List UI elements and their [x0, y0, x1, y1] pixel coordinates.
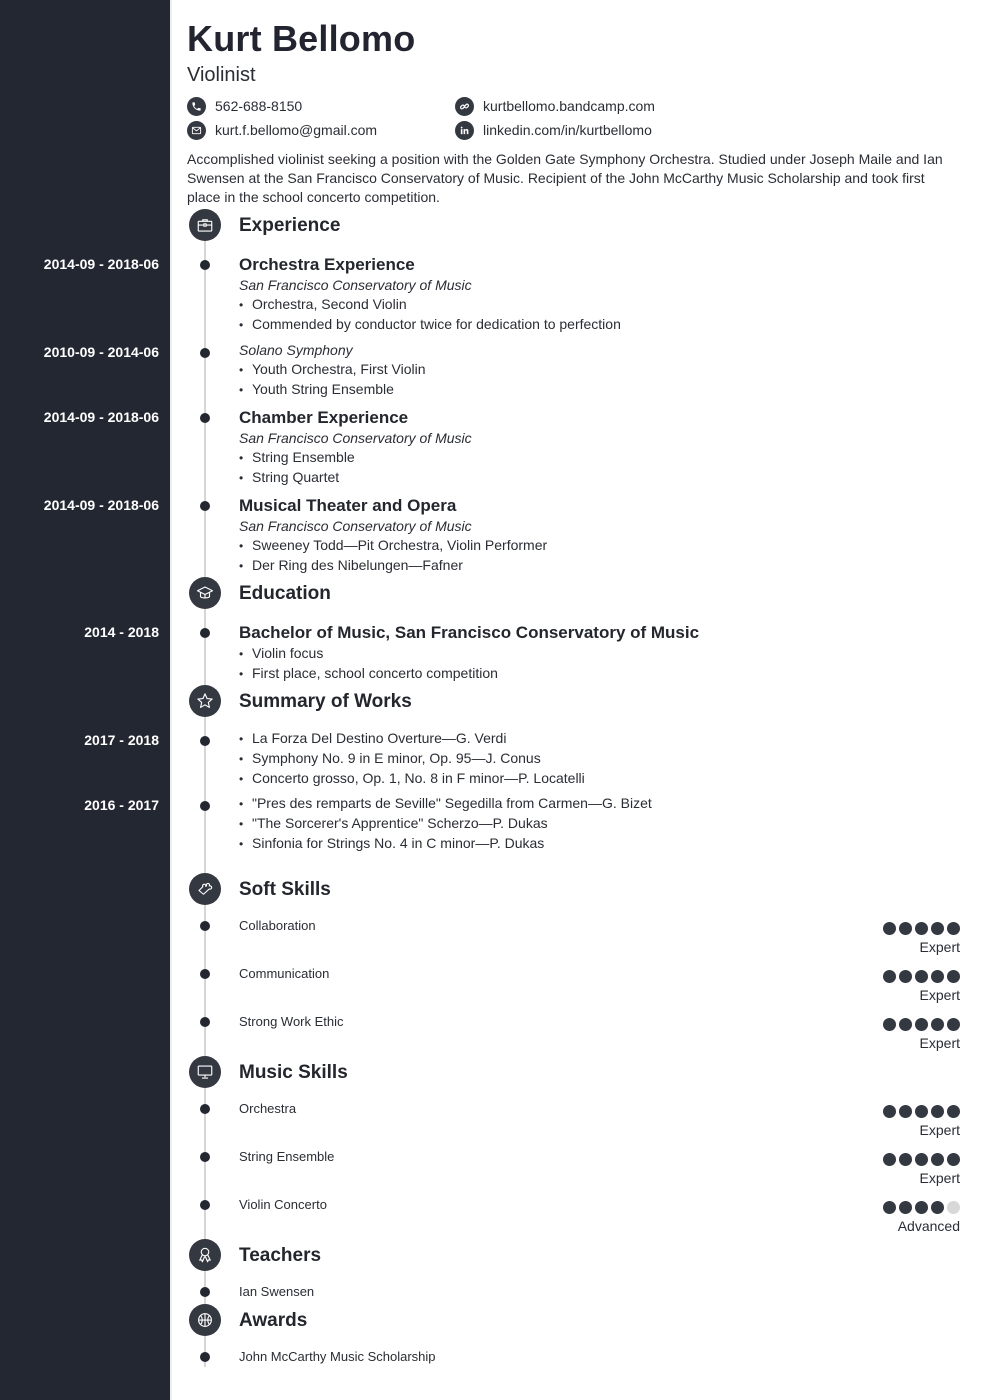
entry-date: 2014 - 2018: [84, 624, 159, 640]
rating-dot-empty: [947, 1201, 960, 1214]
bullet-item: • "Pres des remparts de Seville" Segedilla from Carmen—G. Bizet: [239, 794, 652, 814]
entry-bullets: [239, 360, 426, 400]
timeline-dot: [200, 1017, 210, 1027]
bullet-item: • Symphony No. 9 in E minor, Op. 95—J. Conus: [239, 749, 585, 769]
timeline-dot: [200, 1352, 210, 1362]
section-title-music-skills: Music Skills: [239, 1062, 348, 1083]
timeline-dot: [200, 628, 210, 638]
entry-bullets: [239, 729, 585, 789]
rating-dot-filled: [883, 1018, 896, 1031]
entry-title: Musical Theater and Opera: [239, 496, 457, 515]
page-edge: [170, 0, 172, 1400]
entry-bullets: [239, 295, 621, 335]
left-sidebar: [0, 0, 170, 1400]
rating-dot-filled: [899, 970, 912, 983]
rating-dot-filled: [883, 970, 896, 983]
timeline-dot: [200, 801, 210, 811]
rating-dot-filled: [931, 970, 944, 983]
rating-dot-filled: [947, 1105, 960, 1118]
timeline-dot: [200, 1200, 210, 1210]
rating-dot-filled: [883, 1105, 896, 1118]
bullet-item: • String Ensemble: [239, 448, 355, 468]
contact-linkedin: [455, 121, 652, 139]
skill-name: Orchestra: [239, 1101, 297, 1116]
bullet-item: • Commended by conductor twice for dedication to perfection: [239, 315, 621, 335]
medal-icon: [189, 1239, 221, 1271]
teacher-item: Ian Swensen: [239, 1284, 315, 1299]
rating-dot-filled: [947, 922, 960, 935]
linkedin-icon: [455, 121, 474, 140]
phone-text: 562-688-8150: [215, 98, 303, 114]
entry-bullets: [239, 644, 498, 684]
entry-date: 2014-09 - 2018-06: [43, 409, 159, 425]
entry-date: 2017 - 2018: [84, 732, 159, 748]
rating-dot-filled: [899, 1201, 912, 1214]
skill-name: Collaboration: [239, 918, 316, 933]
entry-bullets: [239, 794, 652, 854]
entry-date: 2010-09 - 2014-06: [43, 344, 159, 360]
rating-dot-filled: [899, 1105, 912, 1118]
bullet-item: • Concerto grosso, Op. 1, No. 8 in F minor—P. Locatelli: [239, 769, 585, 789]
skill-name: Violin Concerto: [239, 1197, 327, 1212]
section-title-soft-skills: Soft Skills: [239, 879, 331, 900]
award-item: John McCarthy Music Scholarship: [239, 1349, 436, 1364]
entry-date: 2016 - 2017: [84, 797, 159, 813]
rating-dot-filled: [883, 1201, 896, 1214]
timeline-dot: [200, 1287, 210, 1297]
entry-title: Bachelor of Music, San Francisco Conservatory of Music: [239, 623, 700, 642]
monitor-icon: [189, 1056, 221, 1088]
phone-icon: [187, 97, 206, 116]
bullet-item: • Youth Orchestra, First Violin: [239, 360, 426, 380]
rating-dot-filled: [947, 1153, 960, 1166]
timeline-dot: [200, 1104, 210, 1114]
candidate-name: Kurt Bellomo: [187, 18, 416, 59]
skill-level: Expert: [919, 1170, 960, 1186]
section-title-teachers: Teachers: [239, 1245, 322, 1266]
section-title-works: Summary of Works: [239, 691, 412, 712]
bullet-item: • "The Sorcerer's Apprentice" Scherzo—P. Dukas: [239, 814, 652, 834]
timeline-dot: [200, 260, 210, 270]
rating-dot-filled: [883, 922, 896, 935]
timeline-dot: [200, 413, 210, 423]
entry-organization: San Francisco Conservatory of Music: [239, 277, 472, 293]
timeline-dot: [200, 969, 210, 979]
awards-timeline: [204, 1335, 206, 1367]
contact-email: [187, 121, 377, 139]
briefcase-icon: [189, 209, 221, 241]
rating-dot-filled: [899, 1153, 912, 1166]
linkedin-text[interactable]: linkedin.com/in/kurtbellomo: [483, 122, 652, 138]
website-text[interactable]: kurtbellomo.bandcamp.com: [483, 98, 655, 114]
contact-website: [455, 97, 655, 115]
timeline-dot: [200, 501, 210, 511]
email-text[interactable]: kurt.f.bellomo@gmail.com: [215, 122, 378, 138]
bullet-item: • String Quartet: [239, 468, 355, 488]
rating-dot-filled: [883, 1153, 896, 1166]
skill-level: Expert: [919, 1035, 960, 1051]
skill-name: Strong Work Ethic: [239, 1014, 344, 1029]
bullet-item: • Der Ring des Nibelungen—Fafner: [239, 556, 547, 576]
rating-dot-filled: [899, 1018, 912, 1031]
rating-dot-filled: [915, 970, 928, 983]
entry-date: 2014-09 - 2018-06: [43, 497, 159, 513]
section-title-awards: Awards: [239, 1310, 308, 1331]
skill-rating: [883, 1105, 960, 1118]
rating-dot-filled: [915, 1105, 928, 1118]
skill-rating: [883, 922, 960, 935]
rating-dot-filled: [931, 1105, 944, 1118]
rating-dot-filled: [931, 1153, 944, 1166]
rating-dot-filled: [947, 970, 960, 983]
profile-summary: Accomplished violinist seeking a position with the Golden Gate Symphony Orchestra. Studied under Joseph Maile and Ian Swensen at the San Francisco Conservatory of Music. Recipient of the John McCarthy Music Scholarship and took first place in the school concerto competition.: [187, 151, 943, 205]
skill-level: Expert: [919, 1122, 960, 1138]
skill-level: Expert: [919, 939, 960, 955]
rating-dot-filled: [915, 1201, 928, 1214]
rating-dot-filled: [931, 922, 944, 935]
entry-date: 2014-09 - 2018-06: [43, 256, 159, 272]
skill-name: Communication: [239, 966, 330, 981]
timeline-dot: [200, 736, 210, 746]
section-title-experience: Experience: [239, 215, 341, 236]
entry-bullets: [239, 536, 547, 576]
timeline-dot: [200, 1152, 210, 1162]
entry-organization: San Francisco Conservatory of Music: [239, 518, 472, 534]
basketball-icon: [189, 1304, 221, 1336]
candidate-role: Violinist: [187, 64, 256, 86]
rating-dot-filled: [899, 922, 912, 935]
email-icon: [187, 121, 206, 140]
rating-dot-filled: [931, 1201, 944, 1214]
timeline-dot: [200, 348, 210, 358]
skill-rating: [883, 1018, 960, 1031]
section-title-education: Education: [239, 583, 331, 604]
link-icon: [455, 97, 474, 116]
rating-dot-filled: [915, 1018, 928, 1031]
bullet-item: • La Forza Del Destino Overture—G. Verdi: [239, 729, 585, 749]
bullet-item: • Sweeney Todd—Pit Orchestra, Violin Performer: [239, 536, 547, 556]
bullet-item: • Orchestra, Second Violin: [239, 295, 621, 315]
rating-dot-filled: [915, 1153, 928, 1166]
star-icon: [189, 685, 221, 717]
skill-rating: [883, 1201, 960, 1214]
rating-dot-filled: [931, 1018, 944, 1031]
entry-title: Orchestra Experience: [239, 255, 415, 274]
entry-organization: Solano Symphony: [239, 342, 353, 358]
skill-level: Expert: [919, 987, 960, 1003]
skill-rating: [883, 970, 960, 983]
rating-dot-filled: [915, 922, 928, 935]
entry-bullets: [239, 448, 355, 488]
bullet-item: • Youth String Ensemble: [239, 380, 426, 400]
timeline-dot: [200, 921, 210, 931]
skill-rating: [883, 1153, 960, 1166]
bullet-item: • Sinfonia for Strings No. 4 in C minor—P. Dukas: [239, 834, 652, 854]
skill-name: String Ensemble: [239, 1149, 335, 1164]
skill-level: Advanced: [897, 1218, 960, 1234]
bullet-item: • Violin focus: [239, 644, 498, 664]
entry-organization: San Francisco Conservatory of Music: [239, 430, 472, 446]
contact-phone: [187, 97, 302, 115]
entry-title: Chamber Experience: [239, 408, 409, 427]
bullet-item: • First place, school concerto competition: [239, 664, 498, 684]
rating-dot-filled: [947, 1018, 960, 1031]
graduation-cap-icon: [189, 577, 221, 609]
puzzle-icon: [189, 873, 221, 905]
